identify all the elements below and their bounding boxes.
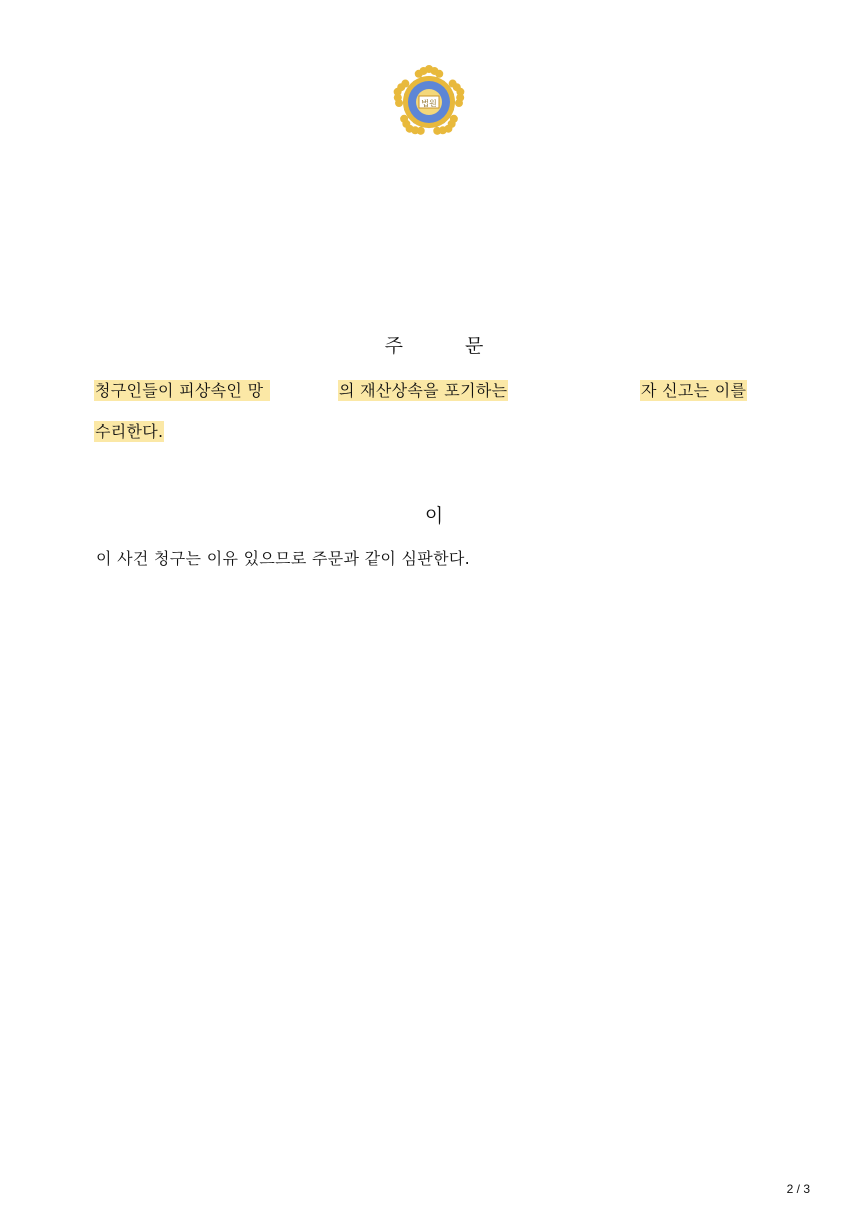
- page-number: 2 / 3: [786, 1182, 810, 1196]
- emblem-petal-dot: [455, 99, 463, 107]
- emblem-petal-dot: [433, 127, 441, 135]
- court-emblem: [389, 62, 469, 142]
- emblem-petal-dot: [401, 80, 409, 88]
- order-text-segment-3: 자 신고는 이를: [641, 381, 747, 400]
- reason-text: 이 사건 청구는 이유 있으므로 주문과 같이 심판한다.: [96, 549, 470, 568]
- reason-heading: 이: [424, 505, 444, 527]
- emblem-label: 법원: [421, 99, 437, 108]
- order-text-segment-1: 청구인들이 피상속인 망: [95, 381, 269, 400]
- emblem-petal-dot: [400, 115, 408, 123]
- order-text-segment-4: 수리한다.: [95, 422, 164, 441]
- order-text-segment-2: 의 재산상속을 포기하는: [339, 381, 508, 400]
- court-emblem-icon: [389, 62, 469, 142]
- emblem-petal-dot: [435, 70, 443, 78]
- order-heading-char-1: 주: [384, 335, 403, 357]
- order-heading-char-2: 문: [465, 335, 484, 357]
- order-heading: [0, 334, 868, 358]
